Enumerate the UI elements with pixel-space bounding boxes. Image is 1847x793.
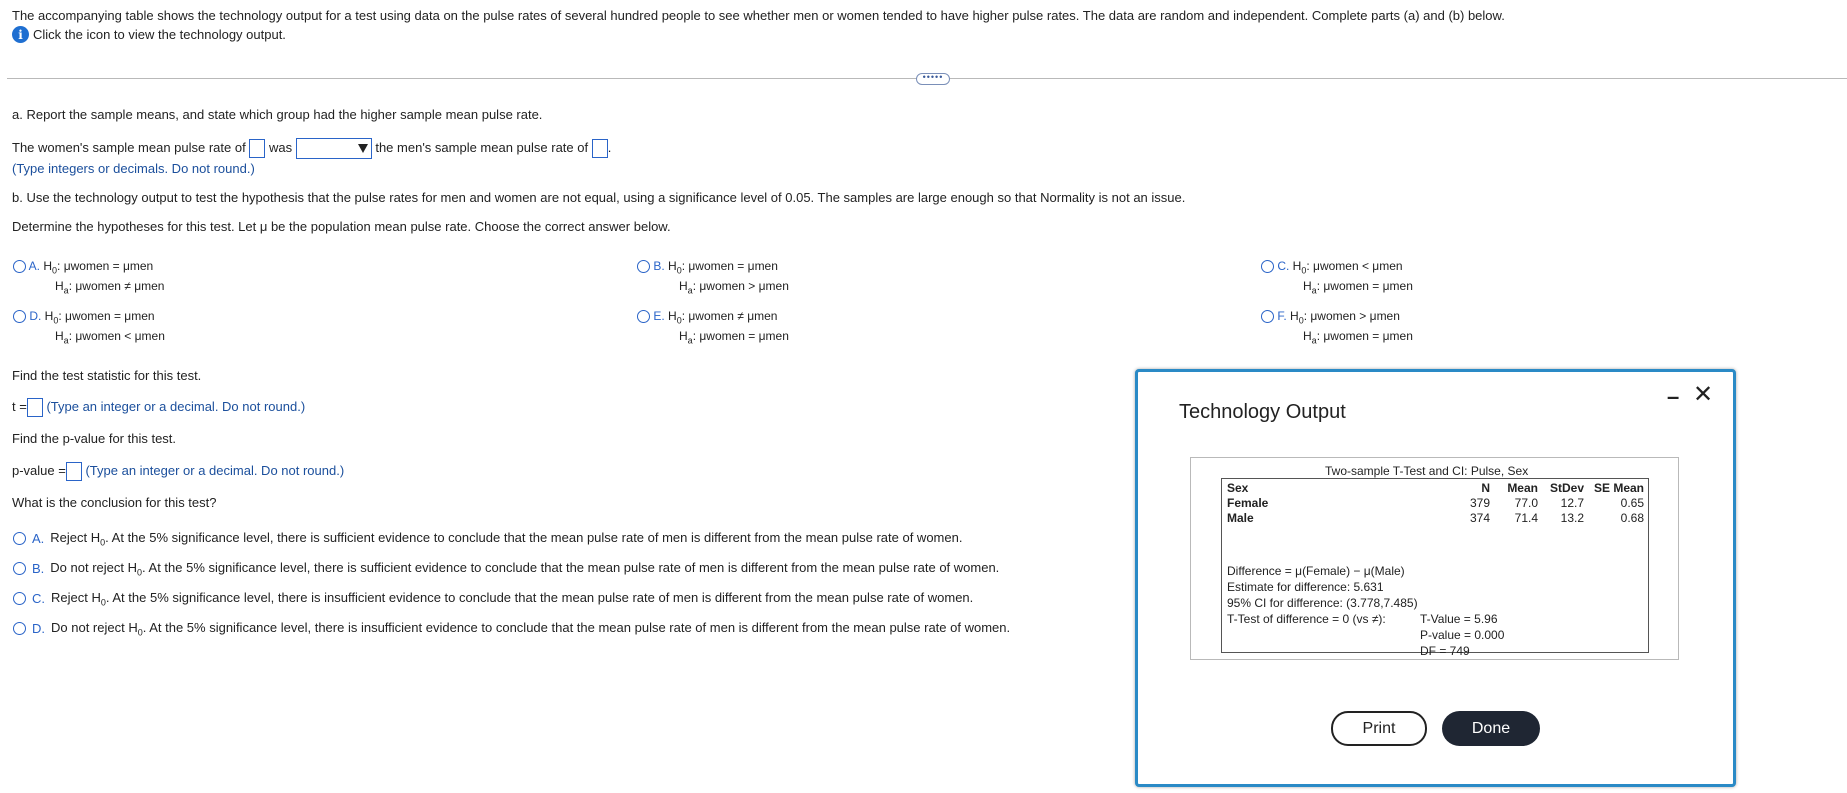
conclusion-option-d[interactable]: D. Do not reject $H_0$. At the 5% significance level, there is insufficient evidence to conclude that the mean pulse rate of men is different from the mean pulse rate of women. [13, 620, 1010, 638]
male-stdev: 13.2 [1560, 511, 1584, 525]
comparison-dropdown[interactable] [296, 138, 372, 159]
part-a-s2: was [268, 139, 293, 155]
pvalue-prompt: Find the p-value for this test. [12, 431, 177, 446]
stdev-column [1540, 481, 1584, 526]
radio-b[interactable] [637, 260, 650, 273]
expand-more-button[interactable]: ••••• [916, 73, 950, 85]
female-mean: 77.0 [1514, 496, 1538, 510]
minimize-icon[interactable]: – [1667, 384, 1680, 409]
t-input[interactable] [27, 398, 43, 417]
radio-concl-a[interactable] [13, 532, 26, 545]
male-n: 374 [1469, 511, 1490, 525]
radio-a[interactable] [13, 260, 26, 273]
n-column [1450, 481, 1490, 526]
part-a-s4: . [607, 139, 612, 155]
header-n: N [1481, 481, 1490, 495]
chevron-down-icon [358, 144, 368, 153]
conclusion-prompt: What is the conclusion for this test? [12, 495, 217, 510]
conclusion-option-a[interactable]: A. Reject $H_0$. At the 5% significance level, there is sufficient evidence to conclude that the mean pulse rate of men is different from the mean pulse rate of women. [13, 530, 962, 548]
determine-hypotheses: Determine the hypotheses for this test. Let μ be the population mean pulse rate. Choose the correct answer below. [12, 219, 671, 234]
radio-c[interactable] [1261, 260, 1274, 273]
part-a-prompt: a. Report the sample means, and state which group had the higher sample mean pulse rate. [12, 107, 543, 122]
test-results-block [1420, 611, 1504, 659]
difference-block [1227, 563, 1418, 627]
women-mean-input[interactable] [249, 139, 265, 158]
header-sex: Sex [1227, 481, 1249, 495]
female-n: 379 [1469, 496, 1490, 510]
part-a-sentence [12, 138, 611, 159]
dialog-title: Technology Output [1179, 401, 1346, 423]
ci-line: 95% CI for difference: (3.778,7.485) [1227, 596, 1418, 610]
difference-line: Difference = μ(Female) − μ(Male) [1227, 564, 1405, 578]
radio-d[interactable] [13, 310, 26, 323]
print-button[interactable]: Print [1331, 711, 1427, 746]
p-label: p-value = [12, 462, 66, 478]
header-mean: Mean [1507, 481, 1538, 495]
part-a-s3: the men's sample mean pulse rate of [375, 139, 589, 155]
test-stat-prompt: Find the test statistic for this test. [12, 368, 202, 383]
technology-output-dialog [1135, 369, 1736, 787]
output-table-box [1221, 478, 1649, 658]
part-a-hint: (Type integers or decimals. Do not round.) [12, 161, 255, 176]
p-row [12, 462, 344, 481]
sex-column [1227, 481, 1268, 526]
row-female-label: Female [1227, 496, 1269, 510]
t-value-line: T-Value = 5.96 [1420, 612, 1498, 626]
header-stdev: StDev [1549, 481, 1584, 495]
male-se-mean: 0.68 [1620, 511, 1644, 525]
df-line: DF = 749 [1420, 644, 1470, 658]
radio-concl-b[interactable] [13, 562, 26, 575]
se-mean-column [1586, 481, 1644, 526]
conclusion-option-c[interactable]: C. Reject $H_0$. At the 5% significance level, there is insufficient evidence to conclude that the mean pulse rate of men is different from the mean pulse rate of women. [13, 590, 973, 608]
ttest-line: T-Test of difference = 0 (vs ≠): [1227, 612, 1386, 626]
t-label: t = [12, 398, 27, 414]
part-b-prompt: b. Use the technology output to test the hypothesis that the pulse rates for men and women are not equal, using a significance level of 0.05. The samples are large enough so that Normality is not an issue. [12, 190, 1186, 205]
info-icon[interactable]: i [12, 26, 29, 43]
female-se-mean: 0.65 [1620, 496, 1644, 510]
tech-output-link[interactable] [12, 26, 286, 43]
part-a-s1: The women's sample mean pulse rate of [12, 139, 246, 155]
mean-column [1492, 481, 1538, 526]
estimate-line: Estimate for difference: 5.631 [1227, 580, 1384, 594]
tech-output-link-label: Click the icon to view the technology output. [33, 27, 286, 42]
radio-e[interactable] [637, 310, 650, 323]
header-se-mean: SE Mean [1593, 481, 1644, 495]
output-frame [1190, 457, 1679, 660]
done-button[interactable]: Done [1442, 711, 1540, 746]
p-input[interactable] [66, 462, 82, 481]
close-icon[interactable]: ✕ [1693, 381, 1714, 408]
men-mean-input[interactable] [592, 139, 608, 158]
male-mean: 71.4 [1514, 511, 1538, 525]
p-value-line: P-value = 0.000 [1420, 628, 1505, 642]
row-male-label: Male [1227, 511, 1254, 525]
t-row [12, 398, 305, 417]
conclusion-option-b[interactable]: B. Do not reject $H_0$. At the 5% significance level, there is sufficient evidence to conclude that the mean pulse rate of men is different from the mean pulse rate of women. [13, 560, 999, 578]
output-caption: Two-sample T-Test and CI: Pulse, Sex [1325, 464, 1529, 478]
intro-text: The accompanying table shows the technology output for a test using data on the pulse rates of several hundred people to see whether men or women tended to have higher pulse rates. The data are random and independent. Complete parts (a) and (b) below. [12, 8, 1505, 23]
t-hint: (Type an integer or a decimal. Do not round.) [46, 398, 306, 414]
radio-concl-d[interactable] [13, 622, 26, 635]
p-hint: (Type an integer or a decimal. Do not round.) [85, 462, 345, 478]
radio-concl-c[interactable] [13, 592, 26, 605]
radio-f[interactable] [1261, 310, 1274, 323]
female-stdev: 12.7 [1560, 496, 1584, 510]
